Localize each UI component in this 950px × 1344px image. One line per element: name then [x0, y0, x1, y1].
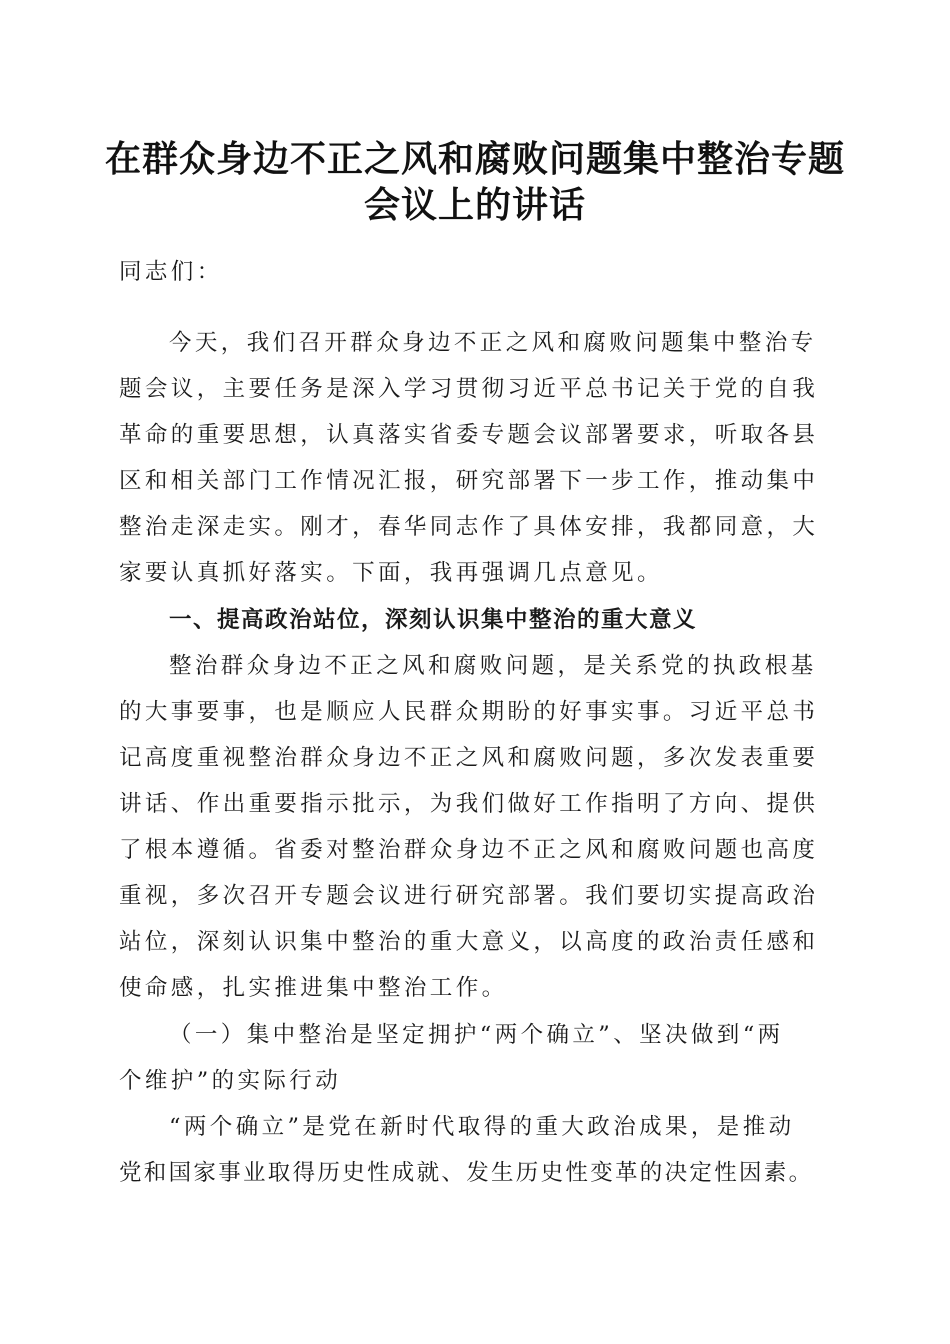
- paragraph-1-line-4: 区和相关部门工作情况汇报，研究部署下一步工作，推动集中: [119, 468, 819, 494]
- paragraph-2-line-1: 整治群众身边不正之风和腐败问题，是关系党的执政根基: [169, 653, 817, 679]
- paragraph-1-line-1: 今天，我们召开群众身边不正之风和腐败问题集中整治专: [169, 330, 817, 356]
- paragraph-2-line-2: 的大事要事，也是顺应人民群众期盼的好事实事。习近平总书: [119, 699, 819, 725]
- paragraph-2-line-8: 使命感，扎实推进集中整治工作。: [119, 975, 508, 1001]
- paragraph-1-line-2: 题会议，主要任务是深入学习贯彻习近平总书记关于党的自我: [119, 376, 819, 402]
- document-title-line-1: 在群众身边不正之风和腐败问题集中整治专题: [104, 139, 845, 180]
- paragraph-1-line-3: 革命的重要思想，认真落实省委专题会议部署要求，听取各县: [119, 422, 819, 448]
- section-1-heading: 一、提高政治站位，深刻认识集中整治的重大意义: [169, 607, 698, 633]
- paragraph-1-line-6: 家要认真抓好落实。下面，我再强调几点意见。: [119, 560, 663, 586]
- paragraph-1-line-5: 整治走深走实。刚才，春华同志作了具体安排，我都同意，大: [119, 514, 819, 540]
- paragraph-3-line-2: 党和国家事业取得历史性成就、发生历史性变革的决定性因素。: [119, 1160, 814, 1186]
- paragraph-2-line-7: 站位，深刻认识集中整治的重大意义，以高度的政治责任感和: [119, 929, 819, 955]
- paragraph-3-line-1: “两个确立”是党在新时代取得的重大政治成果，是推动: [169, 1114, 795, 1140]
- document-title-line-2: 会议上的讲话: [363, 185, 586, 226]
- paragraph-2-line-5: 了根本遵循。省委对整治群众身边不正之风和腐败问题也高度: [119, 837, 819, 863]
- subsection-1-heading-line-2: 个维护”的实际行动: [119, 1068, 342, 1094]
- salutation: 同志们：: [119, 259, 223, 285]
- paragraph-2-line-4: 讲话、作出重要指示批示，为我们做好工作指明了方向、提供: [119, 791, 819, 817]
- paragraph-2-line-3: 记高度重视整治群众身边不正之风和腐败问题，多次发表重要: [119, 745, 819, 771]
- paragraph-2-line-6: 重视，多次召开专题会议进行研究部署。我们要切实提高政治: [119, 883, 819, 909]
- subsection-1-heading-line-1: （一）集中整治是坚定拥护“两个确立”、坚决做到“两: [169, 1022, 784, 1048]
